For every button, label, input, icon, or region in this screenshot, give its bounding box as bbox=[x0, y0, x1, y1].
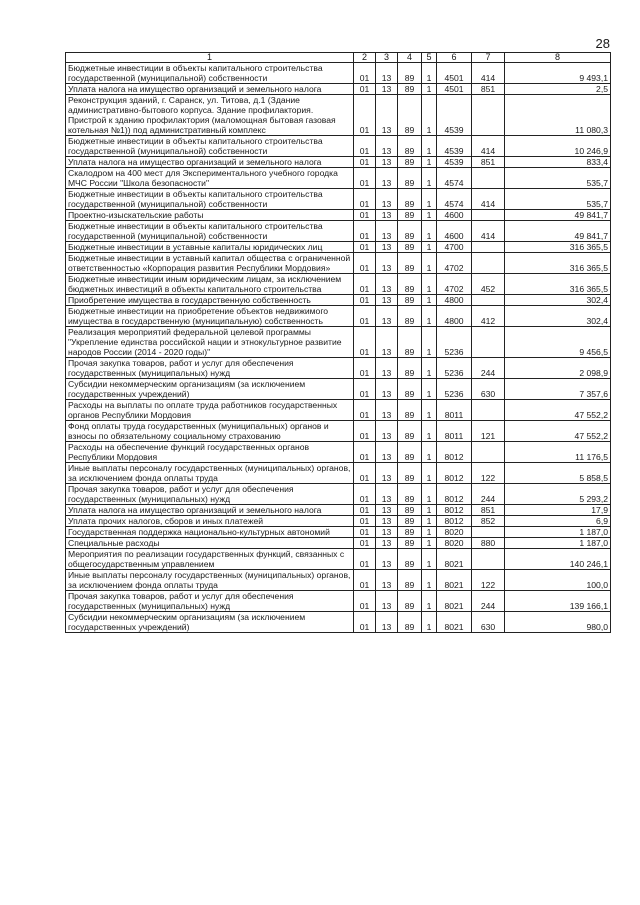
program-code-cell: 89 bbox=[398, 210, 422, 221]
amount-cell: 2 098,9 bbox=[505, 358, 611, 379]
subsection-code-cell: 13 bbox=[376, 505, 398, 516]
table-row bbox=[66, 95, 611, 136]
program-code-cell: 89 bbox=[398, 157, 422, 168]
row-name-cell: Иные выплаты персоналу государственных (муниципальных) органов, за исключением фонда оплаты труда bbox=[66, 570, 354, 591]
row-name-cell: Уплата налога на имущество организаций и земельного налога bbox=[66, 157, 354, 168]
section-code-cell: 01 bbox=[354, 400, 376, 421]
column-header: 4 bbox=[398, 53, 422, 63]
row-name-cell: Бюджетные инвестиции на приобретение объектов недвижимого имущества в государственную (муниципальную) собственность bbox=[66, 306, 354, 327]
article-code-cell: 4574 bbox=[437, 189, 472, 210]
amount-cell: 833,4 bbox=[505, 157, 611, 168]
subprogram-code-cell: 1 bbox=[422, 63, 437, 84]
section-code-cell: 01 bbox=[354, 168, 376, 189]
expense-type-cell bbox=[472, 253, 505, 274]
article-code-cell: 4600 bbox=[437, 221, 472, 242]
subprogram-code-cell: 1 bbox=[422, 253, 437, 274]
amount-cell: 139 166,1 bbox=[505, 591, 611, 612]
subprogram-code-cell: 1 bbox=[422, 379, 437, 400]
program-code-cell: 89 bbox=[398, 612, 422, 633]
expense-type-cell bbox=[472, 95, 505, 136]
row-name-cell: Расходы на обеспечение функций государственных органов Республики Мордовия bbox=[66, 442, 354, 463]
section-code-cell: 01 bbox=[354, 612, 376, 633]
table-row bbox=[66, 242, 611, 253]
table-row bbox=[66, 379, 611, 400]
budget-table bbox=[65, 52, 611, 633]
row-name-cell: Реализация мероприятий федеральной целевой программы "Укрепление единства российской нации и этнокультурное развитие народов России (2014 - 2020 годы)" bbox=[66, 327, 354, 358]
program-code-cell: 89 bbox=[398, 136, 422, 157]
table-row bbox=[66, 295, 611, 306]
row-name-cell: Бюджетные инвестиции в объекты капитального строительства государственной (муниципальной) собственности bbox=[66, 136, 354, 157]
section-code-cell: 01 bbox=[354, 253, 376, 274]
table-row bbox=[66, 442, 611, 463]
expense-type-cell: 851 bbox=[472, 505, 505, 516]
subsection-code-cell: 13 bbox=[376, 327, 398, 358]
article-code-cell: 8020 bbox=[437, 527, 472, 538]
section-code-cell: 01 bbox=[354, 136, 376, 157]
expense-type-cell: 852 bbox=[472, 516, 505, 527]
amount-cell: 47 552,2 bbox=[505, 400, 611, 421]
section-code-cell: 01 bbox=[354, 591, 376, 612]
amount-cell: 302,4 bbox=[505, 295, 611, 306]
row-name-cell: Государственная поддержка национально-культурных автономий bbox=[66, 527, 354, 538]
program-code-cell: 89 bbox=[398, 168, 422, 189]
table-row bbox=[66, 484, 611, 505]
amount-cell: 535,7 bbox=[505, 168, 611, 189]
subprogram-code-cell: 1 bbox=[422, 210, 437, 221]
article-code-cell: 5236 bbox=[437, 358, 472, 379]
subsection-code-cell: 13 bbox=[376, 400, 398, 421]
amount-cell: 10 246,9 bbox=[505, 136, 611, 157]
subsection-code-cell: 13 bbox=[376, 612, 398, 633]
subprogram-code-cell: 1 bbox=[422, 136, 437, 157]
program-code-cell: 89 bbox=[398, 484, 422, 505]
amount-cell: 302,4 bbox=[505, 306, 611, 327]
column-header: 6 bbox=[437, 53, 472, 63]
row-name-cell: Проектно-изыскательские работы bbox=[66, 210, 354, 221]
table-row bbox=[66, 63, 611, 84]
subprogram-code-cell: 1 bbox=[422, 221, 437, 242]
subsection-code-cell: 13 bbox=[376, 570, 398, 591]
subprogram-code-cell: 1 bbox=[422, 358, 437, 379]
program-code-cell: 89 bbox=[398, 442, 422, 463]
table-row bbox=[66, 549, 611, 570]
article-code-cell: 4702 bbox=[437, 274, 472, 295]
row-name-cell: Прочая закупка товаров, работ и услуг для обеспечения государственных (муниципальных) нужд bbox=[66, 358, 354, 379]
expense-type-cell bbox=[472, 327, 505, 358]
subsection-code-cell: 13 bbox=[376, 463, 398, 484]
section-code-cell: 01 bbox=[354, 549, 376, 570]
expense-type-cell: 414 bbox=[472, 221, 505, 242]
article-code-cell: 8012 bbox=[437, 442, 472, 463]
article-code-cell: 8021 bbox=[437, 549, 472, 570]
program-code-cell: 89 bbox=[398, 570, 422, 591]
amount-cell: 1 187,0 bbox=[505, 527, 611, 538]
row-name-cell: Уплата прочих налогов, сборов и иных платежей bbox=[66, 516, 354, 527]
row-name-cell: Уплата налога на имущество организаций и земельного налога bbox=[66, 505, 354, 516]
section-code-cell: 01 bbox=[354, 570, 376, 591]
row-name-cell: Бюджетные инвестиции иным юридическим лицам, за исключением бюджетных инвестиций в объекты капитального строительства bbox=[66, 274, 354, 295]
section-code-cell: 01 bbox=[354, 527, 376, 538]
subprogram-code-cell: 1 bbox=[422, 295, 437, 306]
subsection-code-cell: 13 bbox=[376, 189, 398, 210]
table-row bbox=[66, 168, 611, 189]
expense-type-cell: 452 bbox=[472, 274, 505, 295]
row-name-cell: Бюджетные инвестиции в объекты капитального строительства государственной (муниципальной) собственности bbox=[66, 189, 354, 210]
program-code-cell: 89 bbox=[398, 306, 422, 327]
program-code-cell: 89 bbox=[398, 358, 422, 379]
section-code-cell: 01 bbox=[354, 421, 376, 442]
amount-cell: 7 357,6 bbox=[505, 379, 611, 400]
expense-type-cell: 851 bbox=[472, 84, 505, 95]
table-row bbox=[66, 84, 611, 95]
expense-type-cell: 244 bbox=[472, 591, 505, 612]
column-header: 8 bbox=[505, 53, 611, 63]
table-row bbox=[66, 221, 611, 242]
subprogram-code-cell: 1 bbox=[422, 442, 437, 463]
article-code-cell: 8011 bbox=[437, 400, 472, 421]
table-row bbox=[66, 210, 611, 221]
program-code-cell: 89 bbox=[398, 253, 422, 274]
table-row bbox=[66, 527, 611, 538]
subsection-code-cell: 13 bbox=[376, 379, 398, 400]
subsection-code-cell: 13 bbox=[376, 274, 398, 295]
expense-type-cell bbox=[472, 295, 505, 306]
row-name-cell: Приобретение имущества в государственную собственность bbox=[66, 295, 354, 306]
table-row bbox=[66, 306, 611, 327]
table-row bbox=[66, 358, 611, 379]
subsection-code-cell: 13 bbox=[376, 549, 398, 570]
article-code-cell: 4574 bbox=[437, 168, 472, 189]
subprogram-code-cell: 1 bbox=[422, 612, 437, 633]
section-code-cell: 01 bbox=[354, 358, 376, 379]
amount-cell: 316 365,5 bbox=[505, 242, 611, 253]
program-code-cell: 89 bbox=[398, 295, 422, 306]
article-code-cell: 8021 bbox=[437, 591, 472, 612]
section-code-cell: 01 bbox=[354, 538, 376, 549]
expense-type-cell: 414 bbox=[472, 136, 505, 157]
row-name-cell: Прочая закупка товаров, работ и услуг для обеспечения государственных (муниципальных) нужд bbox=[66, 591, 354, 612]
expense-type-cell bbox=[472, 168, 505, 189]
subsection-code-cell: 13 bbox=[376, 295, 398, 306]
subprogram-code-cell: 1 bbox=[422, 274, 437, 295]
article-code-cell: 4700 bbox=[437, 242, 472, 253]
subprogram-code-cell: 1 bbox=[422, 505, 437, 516]
expense-type-cell bbox=[472, 527, 505, 538]
expense-type-cell: 414 bbox=[472, 189, 505, 210]
row-name-cell: Специальные расходы bbox=[66, 538, 354, 549]
subsection-code-cell: 13 bbox=[376, 442, 398, 463]
program-code-cell: 89 bbox=[398, 63, 422, 84]
row-name-cell: Мероприятия по реализации государственных функций, связанных с общегосударственным управлением bbox=[66, 549, 354, 570]
amount-cell: 100,0 bbox=[505, 570, 611, 591]
program-code-cell: 89 bbox=[398, 527, 422, 538]
table-row bbox=[66, 463, 611, 484]
section-code-cell: 01 bbox=[354, 95, 376, 136]
subsection-code-cell: 13 bbox=[376, 591, 398, 612]
amount-cell: 5 293,2 bbox=[505, 484, 611, 505]
row-name-cell: Прочая закупка товаров, работ и услуг для обеспечения государственных (муниципальных) нужд bbox=[66, 484, 354, 505]
program-code-cell: 89 bbox=[398, 591, 422, 612]
subsection-code-cell: 13 bbox=[376, 527, 398, 538]
column-header: 3 bbox=[376, 53, 398, 63]
row-name-cell: Иные выплаты персоналу государственных (муниципальных) органов, за исключением фонда оплаты труда bbox=[66, 463, 354, 484]
section-code-cell: 01 bbox=[354, 516, 376, 527]
section-code-cell: 01 bbox=[354, 379, 376, 400]
subprogram-code-cell: 1 bbox=[422, 242, 437, 253]
amount-cell: 535,7 bbox=[505, 189, 611, 210]
article-code-cell: 8020 bbox=[437, 538, 472, 549]
section-code-cell: 01 bbox=[354, 442, 376, 463]
row-name-cell: Уплата налога на имущество организаций и земельного налога bbox=[66, 84, 354, 95]
column-header: 2 bbox=[354, 53, 376, 63]
table-row bbox=[66, 274, 611, 295]
row-name-cell: Расходы на выплаты по оплате труда работников государственных органов Республики Мордовия bbox=[66, 400, 354, 421]
expense-type-cell: 122 bbox=[472, 463, 505, 484]
article-code-cell: 8021 bbox=[437, 612, 472, 633]
program-code-cell: 89 bbox=[398, 84, 422, 95]
program-code-cell: 89 bbox=[398, 327, 422, 358]
subprogram-code-cell: 1 bbox=[422, 421, 437, 442]
subsection-code-cell: 13 bbox=[376, 421, 398, 442]
page-number: 28 bbox=[595, 36, 610, 51]
subsection-code-cell: 13 bbox=[376, 484, 398, 505]
table-row bbox=[66, 570, 611, 591]
subsection-code-cell: 13 bbox=[376, 63, 398, 84]
expense-type-cell: 121 bbox=[472, 421, 505, 442]
amount-cell: 49 841,7 bbox=[505, 221, 611, 242]
section-code-cell: 01 bbox=[354, 327, 376, 358]
section-code-cell: 01 bbox=[354, 242, 376, 253]
section-code-cell: 01 bbox=[354, 463, 376, 484]
program-code-cell: 89 bbox=[398, 538, 422, 549]
expense-type-cell: 244 bbox=[472, 358, 505, 379]
subsection-code-cell: 13 bbox=[376, 538, 398, 549]
table-row bbox=[66, 538, 611, 549]
subsection-code-cell: 13 bbox=[376, 516, 398, 527]
table-row bbox=[66, 189, 611, 210]
section-code-cell: 01 bbox=[354, 63, 376, 84]
row-name-cell: Бюджетные инвестиции в уставные капиталы юридических лиц bbox=[66, 242, 354, 253]
program-code-cell: 89 bbox=[398, 400, 422, 421]
table-row bbox=[66, 612, 611, 633]
subprogram-code-cell: 1 bbox=[422, 306, 437, 327]
table-header-row bbox=[66, 53, 611, 63]
article-code-cell: 4539 bbox=[437, 95, 472, 136]
expense-type-cell: 412 bbox=[472, 306, 505, 327]
table-row bbox=[66, 253, 611, 274]
row-name-cell: Субсидии некоммерческим организациям (за исключением государственных учреждений) bbox=[66, 379, 354, 400]
amount-cell: 49 841,7 bbox=[505, 210, 611, 221]
subprogram-code-cell: 1 bbox=[422, 463, 437, 484]
amount-cell: 316 365,5 bbox=[505, 274, 611, 295]
amount-cell: 11 080,3 bbox=[505, 95, 611, 136]
subprogram-code-cell: 1 bbox=[422, 400, 437, 421]
row-name-cell: Субсидии некоммерческим организациям (за исключением государственных учреждений) bbox=[66, 612, 354, 633]
subprogram-code-cell: 1 bbox=[422, 484, 437, 505]
subprogram-code-cell: 1 bbox=[422, 516, 437, 527]
subprogram-code-cell: 1 bbox=[422, 84, 437, 95]
article-code-cell: 8012 bbox=[437, 484, 472, 505]
article-code-cell: 4800 bbox=[437, 306, 472, 327]
subprogram-code-cell: 1 bbox=[422, 570, 437, 591]
expense-type-cell: 851 bbox=[472, 157, 505, 168]
amount-cell: 17,9 bbox=[505, 505, 611, 516]
subsection-code-cell: 13 bbox=[376, 136, 398, 157]
table-row bbox=[66, 400, 611, 421]
expense-type-cell: 630 bbox=[472, 379, 505, 400]
article-code-cell: 8011 bbox=[437, 421, 472, 442]
expense-type-cell: 122 bbox=[472, 570, 505, 591]
subsection-code-cell: 13 bbox=[376, 242, 398, 253]
section-code-cell: 01 bbox=[354, 505, 376, 516]
program-code-cell: 89 bbox=[398, 274, 422, 295]
amount-cell: 316 365,5 bbox=[505, 253, 611, 274]
table-row bbox=[66, 157, 611, 168]
section-code-cell: 01 bbox=[354, 306, 376, 327]
row-name-cell: Бюджетные инвестиции в уставный капитал общества с ограниченной ответственностью «Корпорация развития Республики Мордовия» bbox=[66, 253, 354, 274]
section-code-cell: 01 bbox=[354, 84, 376, 95]
column-header: 7 bbox=[472, 53, 505, 63]
program-code-cell: 89 bbox=[398, 549, 422, 570]
expense-type-cell: 880 bbox=[472, 538, 505, 549]
program-code-cell: 89 bbox=[398, 189, 422, 210]
subprogram-code-cell: 1 bbox=[422, 157, 437, 168]
program-code-cell: 89 bbox=[398, 505, 422, 516]
amount-cell: 9 456,5 bbox=[505, 327, 611, 358]
section-code-cell: 01 bbox=[354, 189, 376, 210]
article-code-cell: 4600 bbox=[437, 210, 472, 221]
article-code-cell: 8012 bbox=[437, 516, 472, 527]
expense-type-cell bbox=[472, 210, 505, 221]
table-row bbox=[66, 327, 611, 358]
amount-cell: 980,0 bbox=[505, 612, 611, 633]
column-header: 1 bbox=[66, 53, 354, 63]
subsection-code-cell: 13 bbox=[376, 221, 398, 242]
subsection-code-cell: 13 bbox=[376, 84, 398, 95]
article-code-cell: 4539 bbox=[437, 157, 472, 168]
expense-type-cell: 244 bbox=[472, 484, 505, 505]
amount-cell: 11 176,5 bbox=[505, 442, 611, 463]
program-code-cell: 89 bbox=[398, 516, 422, 527]
row-name-cell: Бюджетные инвестиции в объекты капитального строительства государственной (муниципальной) собственности bbox=[66, 221, 354, 242]
subprogram-code-cell: 1 bbox=[422, 591, 437, 612]
article-code-cell: 4539 bbox=[437, 136, 472, 157]
row-name-cell: Скалодром на 400 мест для Экспериментального учебного городка МЧС России "Школа безопасности" bbox=[66, 168, 354, 189]
subprogram-code-cell: 1 bbox=[422, 327, 437, 358]
expense-type-cell bbox=[472, 442, 505, 463]
expense-type-cell: 630 bbox=[472, 612, 505, 633]
section-code-cell: 01 bbox=[354, 221, 376, 242]
amount-cell: 9 493,1 bbox=[505, 63, 611, 84]
table-row bbox=[66, 516, 611, 527]
amount-cell: 2,5 bbox=[505, 84, 611, 95]
amount-cell: 5 858,5 bbox=[505, 463, 611, 484]
row-name-cell: Реконструкция зданий, г. Саранск, ул. Титова, д.1 (Здание административно-бытового корпуса. Здание профилактория. Пристрой к зданию профилактория (маломощная бытовая газовая котельная №1)) под административный комплекс bbox=[66, 95, 354, 136]
section-code-cell: 01 bbox=[354, 295, 376, 306]
section-code-cell: 01 bbox=[354, 157, 376, 168]
program-code-cell: 89 bbox=[398, 242, 422, 253]
subprogram-code-cell: 1 bbox=[422, 549, 437, 570]
program-code-cell: 89 bbox=[398, 463, 422, 484]
section-code-cell: 01 bbox=[354, 210, 376, 221]
article-code-cell: 5236 bbox=[437, 379, 472, 400]
program-code-cell: 89 bbox=[398, 379, 422, 400]
subsection-code-cell: 13 bbox=[376, 210, 398, 221]
subsection-code-cell: 13 bbox=[376, 95, 398, 136]
table-row bbox=[66, 591, 611, 612]
program-code-cell: 89 bbox=[398, 95, 422, 136]
expense-type-cell bbox=[472, 549, 505, 570]
article-code-cell: 4800 bbox=[437, 295, 472, 306]
expense-type-cell bbox=[472, 400, 505, 421]
article-code-cell: 5236 bbox=[437, 327, 472, 358]
subprogram-code-cell: 1 bbox=[422, 95, 437, 136]
article-code-cell: 4501 bbox=[437, 84, 472, 95]
amount-cell: 47 552,2 bbox=[505, 421, 611, 442]
subprogram-code-cell: 1 bbox=[422, 168, 437, 189]
subsection-code-cell: 13 bbox=[376, 157, 398, 168]
article-code-cell: 4501 bbox=[437, 63, 472, 84]
subprogram-code-cell: 1 bbox=[422, 538, 437, 549]
article-code-cell: 8012 bbox=[437, 505, 472, 516]
table-row bbox=[66, 505, 611, 516]
subsection-code-cell: 13 bbox=[376, 253, 398, 274]
row-name-cell: Фонд оплаты труда государственных (муниципальных) органов и взносы по обязательному социальному страхованию bbox=[66, 421, 354, 442]
expense-type-cell: 414 bbox=[472, 63, 505, 84]
amount-cell: 140 246,1 bbox=[505, 549, 611, 570]
table-row bbox=[66, 421, 611, 442]
subprogram-code-cell: 1 bbox=[422, 189, 437, 210]
table-row bbox=[66, 136, 611, 157]
amount-cell: 6,9 bbox=[505, 516, 611, 527]
program-code-cell: 89 bbox=[398, 221, 422, 242]
column-header: 5 bbox=[422, 53, 437, 63]
program-code-cell: 89 bbox=[398, 421, 422, 442]
subsection-code-cell: 13 bbox=[376, 306, 398, 327]
article-code-cell: 4702 bbox=[437, 253, 472, 274]
row-name-cell: Бюджетные инвестиции в объекты капитального строительства государственной (муниципальной) собственности bbox=[66, 63, 354, 84]
subprogram-code-cell: 1 bbox=[422, 527, 437, 538]
section-code-cell: 01 bbox=[354, 484, 376, 505]
subsection-code-cell: 13 bbox=[376, 168, 398, 189]
amount-cell: 1 187,0 bbox=[505, 538, 611, 549]
section-code-cell: 01 bbox=[354, 274, 376, 295]
article-code-cell: 8012 bbox=[437, 463, 472, 484]
article-code-cell: 8021 bbox=[437, 570, 472, 591]
expense-type-cell bbox=[472, 242, 505, 253]
subsection-code-cell: 13 bbox=[376, 358, 398, 379]
